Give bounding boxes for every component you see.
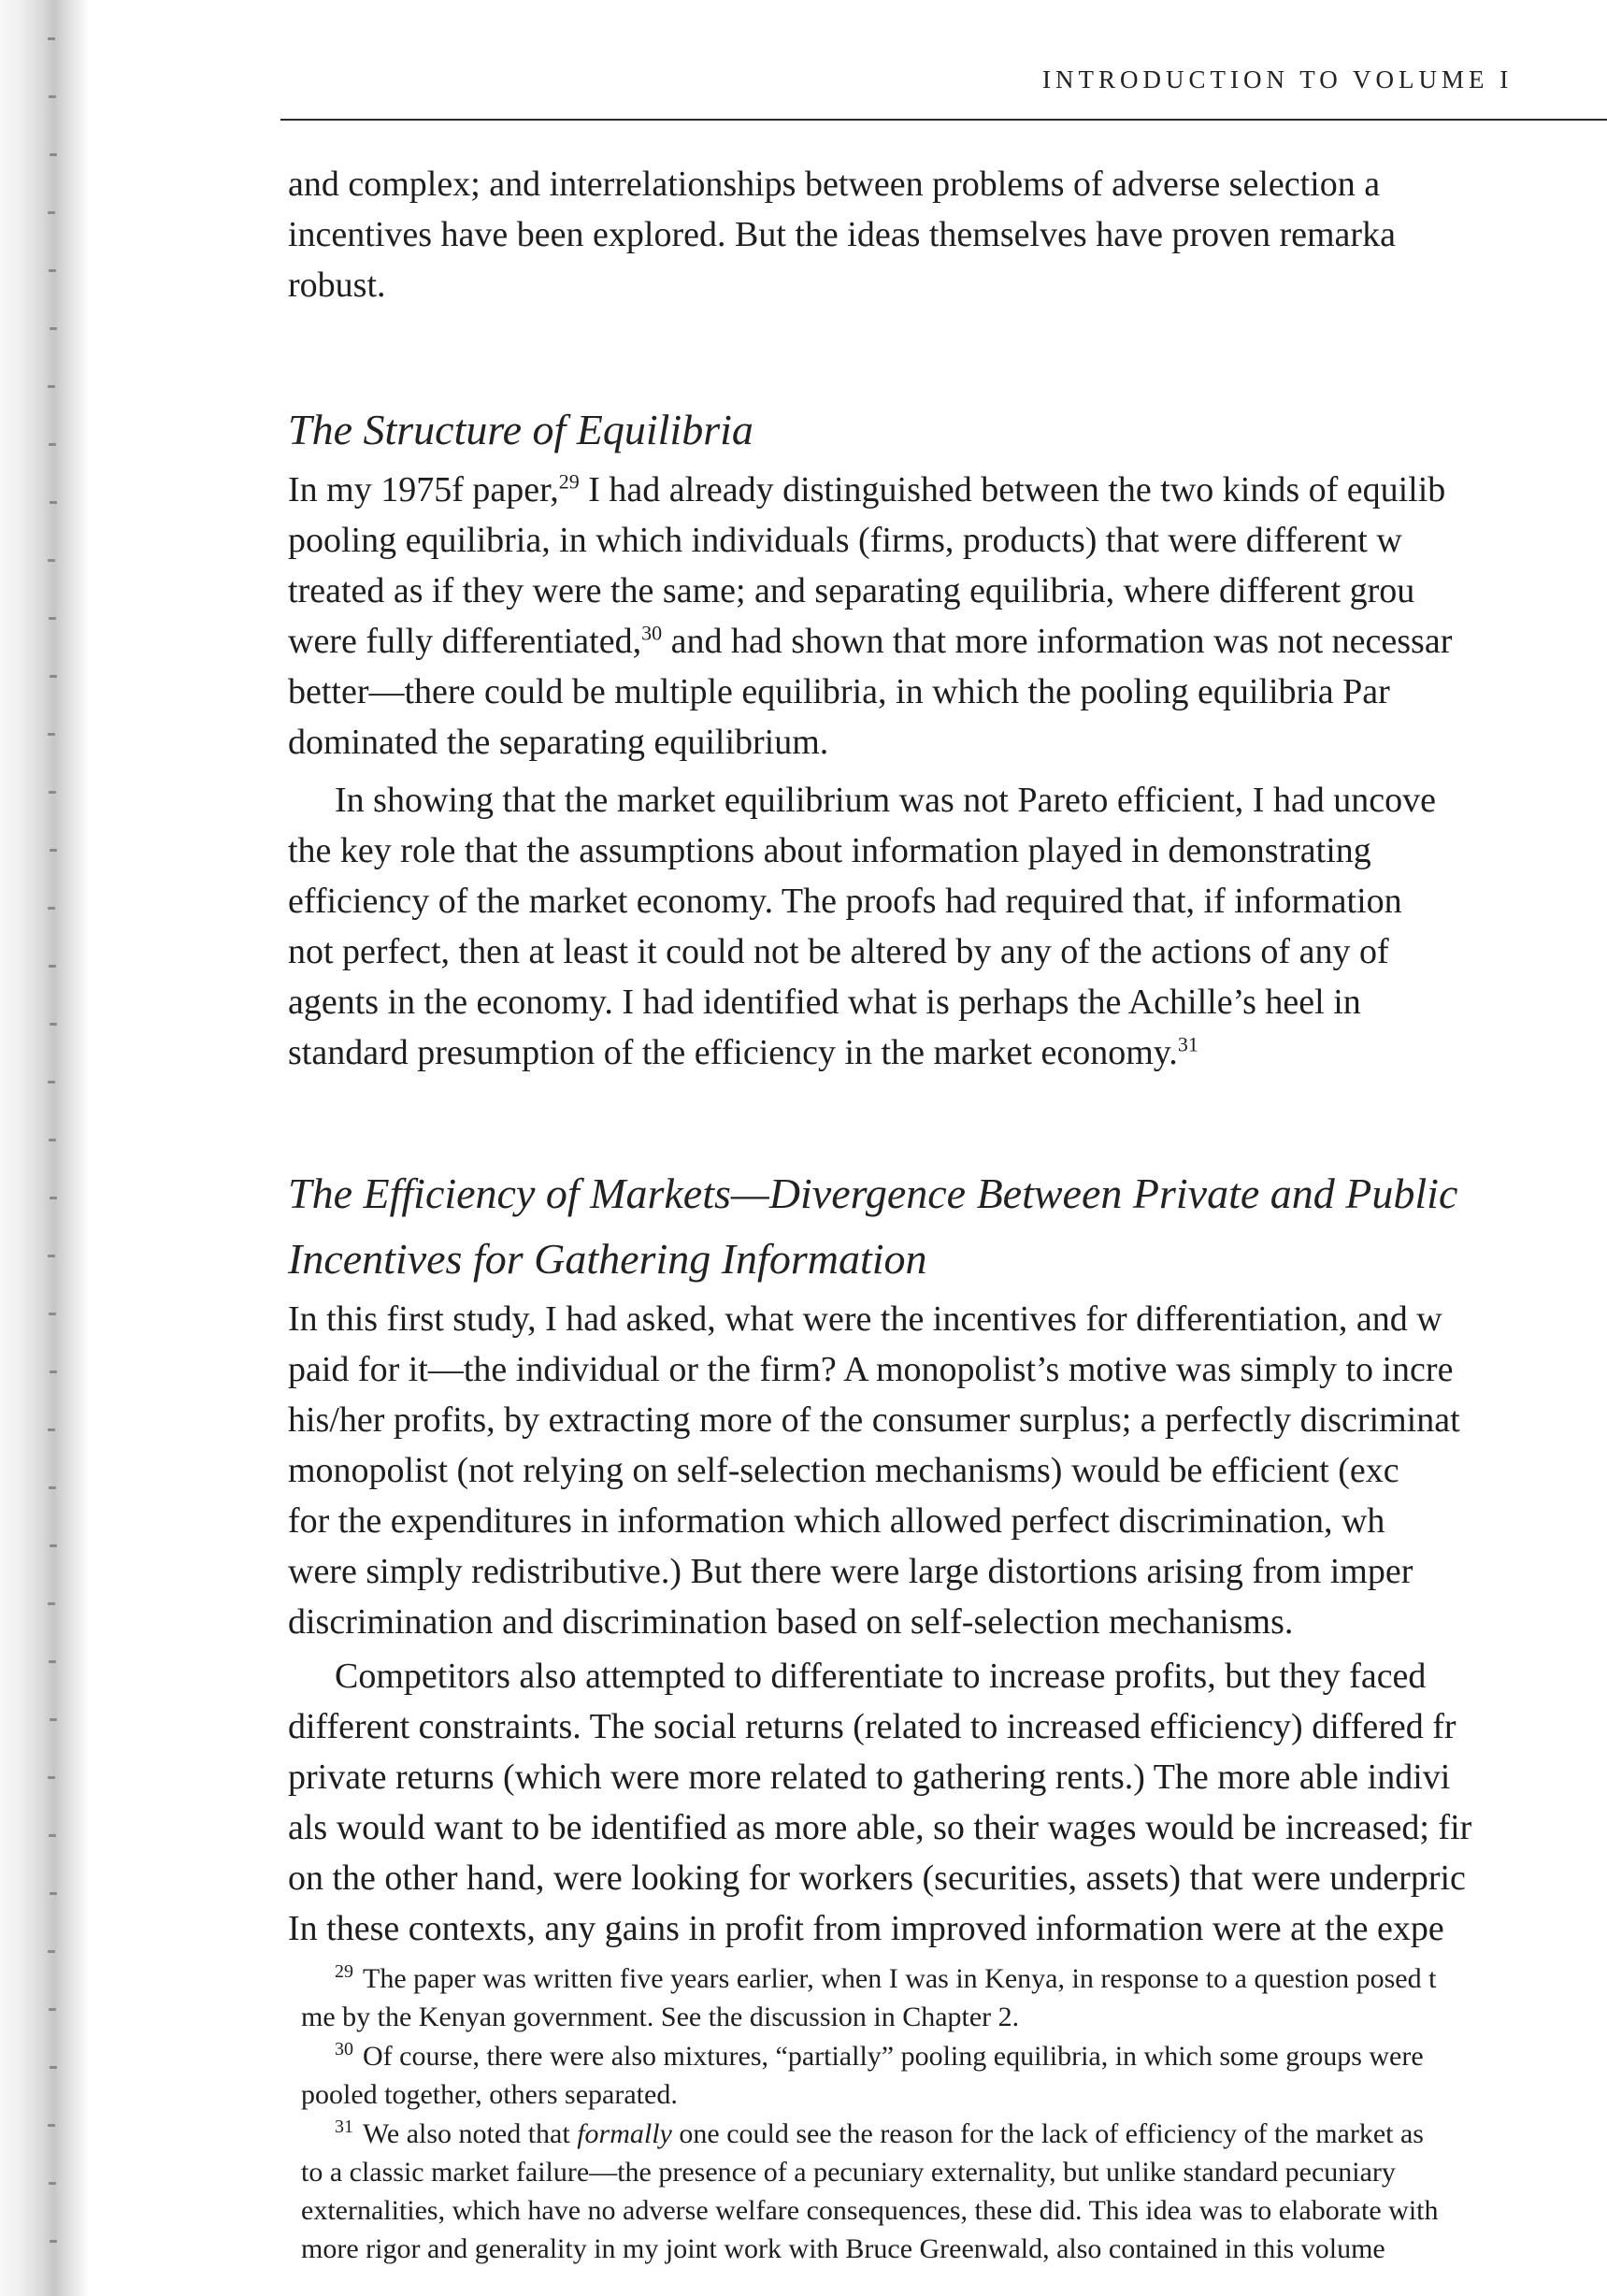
binding-stitch bbox=[50, 675, 57, 678]
footnote-30 bbox=[301, 2037, 1607, 2114]
binding-stitch bbox=[49, 2008, 56, 2011]
binding-stitch bbox=[50, 1544, 57, 1547]
section-heading-structure: The Structure of Equilibria bbox=[288, 406, 753, 453]
footnote-ref-30: 30 bbox=[641, 621, 663, 645]
binding-stitch bbox=[48, 1602, 55, 1605]
binding-stitch bbox=[50, 1370, 57, 1373]
text-line: on the other hand, were looking for workers (securities, assets) that were underpric bbox=[288, 1858, 1466, 1898]
text-line bbox=[288, 1027, 1607, 1078]
text-line: different constraints. The social returns (related to increased efficiency) differed fr bbox=[288, 1707, 1456, 1746]
section1-paragraph-1 bbox=[288, 465, 1607, 768]
footnote-emphasis: formally bbox=[577, 2118, 672, 2149]
binding-stitch bbox=[49, 1486, 56, 1489]
section-heading-efficiency bbox=[288, 1161, 1607, 1292]
text-line: private returns (which were more related to gathering rents.) The more able indivi bbox=[288, 1758, 1451, 1797]
binding-stitch bbox=[49, 443, 56, 446]
binding-stitch bbox=[48, 385, 55, 388]
binding-stitch bbox=[48, 1428, 55, 1431]
footnote-line: more rigor and generality in my joint work with Bruce Greenwald, also contained in this volume bbox=[301, 2233, 1385, 2264]
text-line: dominated the separating equilibrium. bbox=[288, 723, 829, 762]
footnote-31 bbox=[301, 2115, 1607, 2268]
text-line: Competitors also attempted to differentiate to increase profits, but they faced bbox=[335, 1657, 1427, 1696]
text-line: In showing that the market equilibrium was not Pareto efficient, I had uncove bbox=[335, 781, 1437, 820]
text-line: agents in the economy. I had identified what is perhaps the Achille’s heel in bbox=[288, 983, 1361, 1022]
binding-stitch bbox=[48, 733, 55, 736]
text-line: incentives have been explored. But the ideas themselves have proven remarka bbox=[288, 215, 1396, 254]
text-line: treated as if they were the same; and separating equilibria, where different grou bbox=[288, 571, 1415, 610]
binding-stitch bbox=[50, 1718, 57, 1721]
binding-stitch bbox=[48, 1255, 55, 1257]
binding-stitch bbox=[49, 791, 56, 794]
text-line: not perfect, then at least it could not be altered by any of the actions of any of bbox=[288, 932, 1389, 971]
binding-stitch bbox=[49, 965, 56, 968]
footnote-line: to a classic market failure—the presence of a pecuniary externality, but unlike standard pecuniary bbox=[301, 2157, 1396, 2188]
footnote-line bbox=[301, 2037, 1607, 2075]
text-line: In these contexts, any gains in profit from improved information were at the expe bbox=[288, 1909, 1444, 1948]
text-line: for the expenditures in information which allowed perfect discrimination, wh bbox=[288, 1501, 1385, 1541]
text-line: were simply redistributive.) But there were large distortions arising from imper bbox=[288, 1552, 1413, 1591]
binding-stitch bbox=[49, 95, 56, 98]
text-line: and complex; and interrelationships between problems of adverse selection a bbox=[288, 165, 1381, 204]
binding-stitch bbox=[50, 153, 57, 156]
binding-stitch bbox=[48, 907, 55, 910]
text-span: were fully differentiated, bbox=[288, 622, 642, 661]
text-line: pooling equilibria, in which individuals (firms, products) that were different w bbox=[288, 521, 1402, 560]
text-line: monopolist (not relying on self-selection mechanisms) would be efficient (exc bbox=[288, 1451, 1399, 1490]
text-span: In my 1975f paper, bbox=[288, 470, 559, 509]
binding-stitch bbox=[48, 37, 55, 40]
heading-line: The Efficiency of Markets—Divergence Between Private and Public bbox=[288, 1170, 1458, 1217]
text-line: his/her profits, by extracting more of the consumer surplus; a perfectly discriminat bbox=[288, 1400, 1460, 1440]
section2-paragraph-2 bbox=[288, 1651, 1607, 1954]
text-line: better—there could be multiple equilibria, in which the pooling equilibria Par bbox=[288, 672, 1390, 711]
header-rule bbox=[280, 119, 1607, 121]
text-span: I had already distinguished between the two kinds of equilib bbox=[579, 470, 1446, 509]
binding-stitch bbox=[49, 1834, 56, 1837]
binding-stitch bbox=[48, 1081, 55, 1083]
footnote-ref-31: 31 bbox=[1177, 1032, 1198, 1056]
text-span: standard presumption of the efficiency in the market economy. bbox=[288, 1033, 1178, 1072]
text-line: paid for it—the individual or the firm? A monopolist’s motive was simply to incre bbox=[288, 1350, 1454, 1389]
footnote-number: 29 bbox=[335, 1961, 353, 1982]
section1-paragraph-2 bbox=[288, 775, 1607, 1078]
binding-stitch bbox=[49, 617, 56, 620]
text-line bbox=[288, 465, 1607, 515]
heading-line: Incentives for Gathering Information bbox=[288, 1235, 927, 1283]
binding-stitch bbox=[50, 2240, 57, 2243]
text-line: discrimination and discrimination based on self-selection mechanisms. bbox=[288, 1602, 1294, 1642]
binding-stitch bbox=[50, 1892, 57, 1895]
footnote-line: me by the Kenyan government. See the discussion in Chapter 2. bbox=[301, 2002, 1020, 2032]
binding-stitch bbox=[50, 501, 57, 504]
footnote-text: Of course, there were also mixtures, “partially” pooling equilibria, in which some groups were bbox=[363, 2041, 1424, 2072]
footnote-line: externalities, which have no adverse welfare consequences, these did. This idea was to elaborate with bbox=[301, 2195, 1439, 2226]
binding-stitch bbox=[50, 2066, 57, 2069]
binding-stitch bbox=[48, 2124, 55, 2127]
footnote-line bbox=[301, 1959, 1607, 1998]
binding-stitch bbox=[48, 211, 55, 214]
text-line: efficiency of the market economy. The proofs had required that, if information bbox=[288, 882, 1402, 921]
binding-stitch bbox=[49, 269, 56, 272]
binding-stitch bbox=[49, 1139, 56, 1141]
footnote-line bbox=[301, 2115, 1607, 2153]
section2-paragraph-1 bbox=[288, 1294, 1607, 1647]
footnote-29 bbox=[301, 1959, 1607, 2036]
binding-stitch bbox=[48, 1950, 55, 1953]
footnote-text: The paper was written five years earlier, when I was in Kenya, in response to a question posed t bbox=[363, 1963, 1437, 1994]
footnote-number: 30 bbox=[335, 2039, 353, 2059]
text-line: robust. bbox=[288, 265, 386, 305]
text-line bbox=[288, 616, 1607, 667]
binding-stitch bbox=[49, 2182, 56, 2185]
running-head: INTRODUCTION TO VOLUME I bbox=[1042, 65, 1514, 93]
footnote-text: one could see the reason for the lack of efficiency of the market as bbox=[671, 2118, 1424, 2149]
footnote-ref-29: 29 bbox=[558, 469, 580, 494]
text-line: the key role that the assumptions about information played in demonstrating bbox=[288, 831, 1371, 870]
binding-stitch bbox=[49, 1313, 56, 1315]
binding-stitch bbox=[48, 1776, 55, 1779]
binding-stitch bbox=[50, 849, 57, 852]
binding-stitch bbox=[50, 327, 57, 330]
text-line: als would want to be identified as more able, so their wages would be increased; fir bbox=[288, 1808, 1472, 1847]
text-span: and had shown that more information was not necessar bbox=[662, 622, 1453, 661]
binding-stitch bbox=[50, 1197, 57, 1199]
footnote-text: We also noted that bbox=[363, 2118, 578, 2149]
text-line: In this first study, I had asked, what were the incentives for differentiation, and w bbox=[288, 1299, 1442, 1339]
footnote-number: 31 bbox=[335, 2117, 353, 2137]
book-binding-shadow bbox=[0, 0, 89, 2296]
binding-stitch bbox=[48, 559, 55, 562]
intro-paragraph bbox=[288, 159, 1607, 310]
binding-stitch bbox=[49, 1660, 56, 1663]
binding-stitch bbox=[50, 1023, 57, 1026]
footnote-line: pooled together, others separated. bbox=[301, 2079, 678, 2110]
